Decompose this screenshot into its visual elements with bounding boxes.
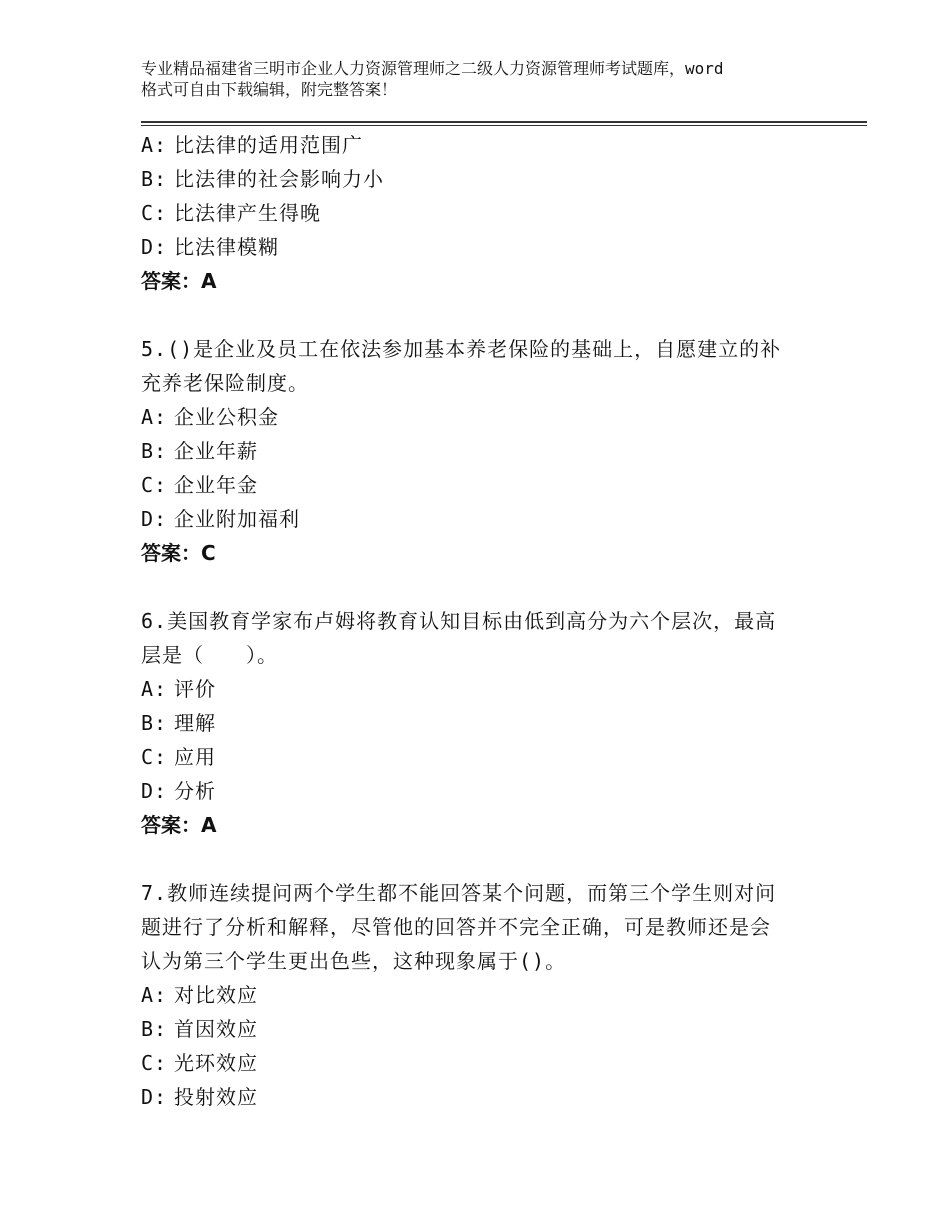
header-divider-thin bbox=[141, 125, 867, 126]
header-line-2: 格式可自由下载编辑，附完整答案！ bbox=[141, 80, 398, 99]
option-text: 比法律模糊 bbox=[174, 235, 279, 259]
question-stem-line: 层是（ ）。 bbox=[141, 643, 278, 667]
option-text: 对比效应 bbox=[174, 983, 258, 1007]
question-7 bbox=[141, 876, 831, 1114]
option-b bbox=[141, 162, 831, 196]
option-text: 比法律的社会影响力小 bbox=[174, 167, 384, 191]
question-6 bbox=[141, 604, 831, 842]
option-c bbox=[141, 196, 831, 230]
option-text: 分析 bbox=[174, 779, 216, 803]
option-key: B: bbox=[141, 1017, 168, 1041]
answer-line: 答案：A bbox=[141, 813, 217, 837]
option-key: C: bbox=[141, 1051, 168, 1075]
option-key: A: bbox=[141, 133, 168, 157]
option-d bbox=[141, 774, 831, 808]
question-stem-line: 7.教师连续提问两个学生都不能回答某个问题，而第三个学生则对问 bbox=[141, 881, 777, 905]
option-key: D: bbox=[141, 1085, 168, 1109]
option-c bbox=[141, 468, 831, 502]
option-c bbox=[141, 740, 831, 774]
answer-line: 答案：C bbox=[141, 541, 216, 565]
option-key: B: bbox=[141, 711, 168, 735]
option-a bbox=[141, 128, 831, 162]
option-key: A: bbox=[141, 405, 168, 429]
option-text: 应用 bbox=[174, 745, 216, 769]
option-key: D: bbox=[141, 507, 168, 531]
option-text: 光环效应 bbox=[174, 1051, 258, 1075]
option-key: C: bbox=[141, 201, 168, 225]
option-key: C: bbox=[141, 745, 168, 769]
question-4-continued bbox=[141, 128, 831, 298]
question-stem-line: 充养老保险制度。 bbox=[141, 371, 309, 395]
question-stem-line: 5.()是企业及员工在依法参加基本养老保险的基础上，自愿建立的补 bbox=[141, 337, 782, 361]
answer-line: 答案：A bbox=[141, 269, 217, 293]
question-stem-line: 题进行了分析和解释，尽管他的回答并不完全正确，可是教师还是会 bbox=[141, 915, 771, 939]
question-5 bbox=[141, 332, 831, 570]
question-stem-line: 6.美国教育学家布卢姆将教育认知目标由低到高分为六个层次，最高 bbox=[141, 609, 777, 633]
question-list bbox=[141, 128, 831, 1114]
option-b bbox=[141, 1012, 831, 1046]
option-text: 比法律的适用范围广 bbox=[174, 133, 363, 157]
option-key: D: bbox=[141, 779, 168, 803]
header-line-1: 专业精品福建省三明市企业人力资源管理师之二级人力资源管理师考试题库，word bbox=[141, 59, 724, 78]
option-text: 投射效应 bbox=[174, 1085, 258, 1109]
option-a bbox=[141, 978, 831, 1012]
header-divider-thick bbox=[141, 121, 867, 123]
option-d bbox=[141, 1080, 831, 1114]
option-text: 企业附加福利 bbox=[174, 507, 300, 531]
option-text: 理解 bbox=[174, 711, 216, 735]
option-text: 企业公积金 bbox=[174, 405, 279, 429]
option-b bbox=[141, 434, 831, 468]
option-text: 首因效应 bbox=[174, 1017, 258, 1041]
option-c bbox=[141, 1046, 831, 1080]
option-a bbox=[141, 672, 831, 706]
option-text: 评价 bbox=[174, 677, 216, 701]
question-stem-line: 认为第三个学生更出色些，这种现象属于()。 bbox=[141, 949, 567, 973]
option-d bbox=[141, 230, 831, 264]
option-text: 企业年薪 bbox=[174, 439, 258, 463]
option-a bbox=[141, 400, 831, 434]
document-header bbox=[141, 58, 841, 100]
option-text: 企业年金 bbox=[174, 473, 258, 497]
option-text: 比法律产生得晚 bbox=[174, 201, 321, 225]
option-key: A: bbox=[141, 677, 168, 701]
option-key: B: bbox=[141, 167, 168, 191]
option-d bbox=[141, 502, 831, 536]
option-key: C: bbox=[141, 473, 168, 497]
option-b bbox=[141, 706, 831, 740]
option-key: B: bbox=[141, 439, 168, 463]
option-key: A: bbox=[141, 983, 168, 1007]
option-key: D: bbox=[141, 235, 168, 259]
